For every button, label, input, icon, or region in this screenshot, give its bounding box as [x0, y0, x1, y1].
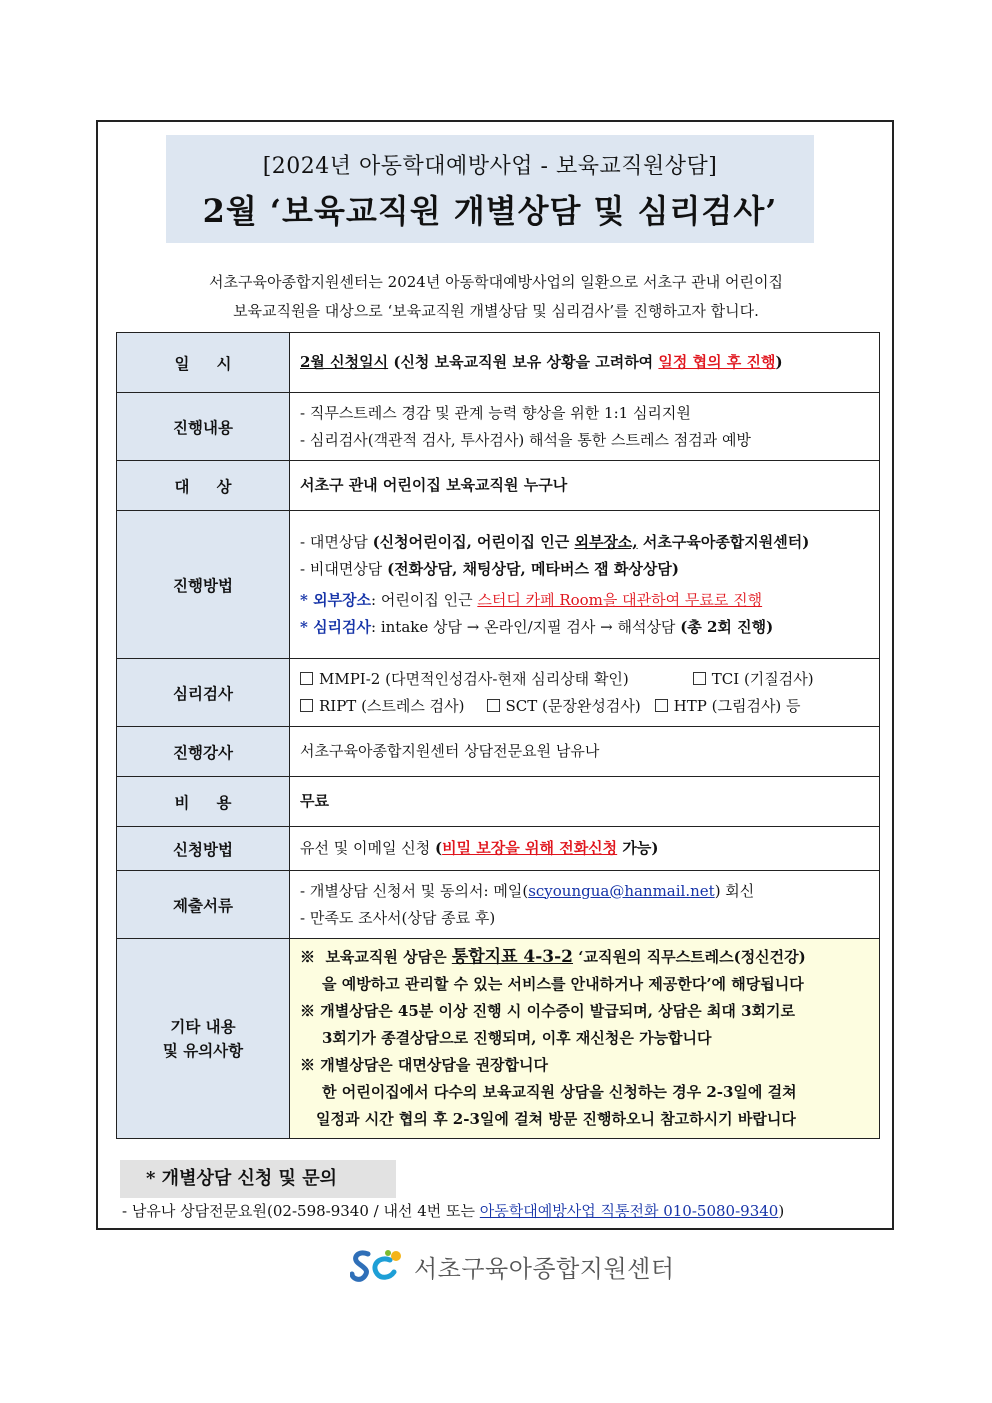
- intro-line-1: 서초구육아종합지원센터는 2024년 아동학대예방사업의 일환으로 서초구 관내 어린이집: [209, 273, 783, 291]
- row-cost: [117, 777, 880, 827]
- intro-paragraph: [120, 268, 872, 326]
- note-3-b: 한 어린이집에서 다수의 보육교직원 상담을 신청하는 경우 2-3일에 걸쳐: [322, 1083, 797, 1101]
- method-center: 서초구육아종합지원센터): [637, 532, 810, 551]
- row-method: [117, 511, 880, 659]
- method-note-2: [300, 614, 869, 641]
- row-tests: [117, 659, 880, 727]
- checkbox-tci[interactable]: [693, 672, 706, 685]
- inquiry-title: * 개별상담 신청 및 문의: [120, 1160, 396, 1198]
- method-note-1: [300, 587, 869, 614]
- method-line-1: [300, 529, 869, 556]
- note-external-key: * 외부장소: [300, 590, 372, 609]
- note-3-a: ※ 개별상담은 대면상담을 권장합니다: [300, 1056, 549, 1074]
- method-faceToFace: - 대면상담: [300, 532, 373, 551]
- method-external-place: 외부장소,: [574, 532, 638, 551]
- apply-phone-highlight: 비밀 보장을 위해 전화신청: [442, 839, 618, 857]
- email-link[interactable]: scyoungua@hanmail.net: [528, 881, 715, 900]
- label-target: 대 상: [117, 461, 290, 511]
- documents-form: - 개별상담 신청서 및 동의서: 메일(: [300, 881, 529, 900]
- note-1-b: ‘교직원의 직무스트레스(정신건강): [573, 948, 806, 966]
- intro-line-2: 보육교직원을 대상으로 ‘보육교직원 개별상담 및 심리검사’를 진행하고자 합니다.: [233, 302, 759, 320]
- method-line-2: [300, 556, 869, 583]
- row-schedule: [117, 333, 880, 393]
- hotline-link[interactable]: 아동학대예방사업 직통전화 010-5080-9340: [479, 1202, 779, 1220]
- method-remote-types: (전화상담, 채팅상담, 메타버스 잽 화상상담): [387, 559, 679, 578]
- footer-org-name: 서초구육아종합지원센터: [414, 1254, 675, 1283]
- row-content: [117, 393, 880, 461]
- apply-method: 유선 및 이메일 신청: [300, 839, 435, 857]
- row-apply: [117, 827, 880, 871]
- inquiry-contact: [122, 1200, 784, 1221]
- note-external-text: : 어린이집 인근: [371, 590, 478, 609]
- value-tests: [290, 659, 880, 727]
- method-faceToFace-places: (신청어린이집, 어린이집 인근: [372, 532, 575, 551]
- label-documents: 제출서류: [117, 871, 290, 939]
- test-htp: HTP (그림검사) 등: [673, 696, 801, 715]
- value-method: [290, 511, 880, 659]
- test-tci: TCI (기질검사): [711, 669, 814, 688]
- footer-logo: [350, 1248, 675, 1284]
- note-3-c: 일정과 시간 협의 후 2-3일에 걸쳐 방문 진행하오니 참고하시기 바랍니다: [316, 1110, 796, 1128]
- label-method: 진행방법: [117, 511, 290, 659]
- value-cost: 무료: [290, 777, 880, 827]
- label-schedule: 일 시: [117, 333, 290, 393]
- row-target: [117, 461, 880, 511]
- title-subheading: [2024년 아동학대예방사업 - 보육교직원상담]: [262, 154, 718, 179]
- schedule-paren-close: ): [775, 353, 783, 371]
- row-notes: [117, 939, 880, 1139]
- note-test-key: * 심리검사: [300, 617, 372, 636]
- test-sct: SCT (문장완성검사): [505, 696, 641, 715]
- row-documents: [117, 871, 880, 939]
- sc-logo-icon: [350, 1248, 406, 1284]
- method-remote: - 비대면상담: [300, 559, 388, 578]
- note-1: [300, 944, 869, 971]
- note-1-a: ※ 보육교직원 상담은: [300, 948, 452, 966]
- checkbox-htp[interactable]: [655, 699, 668, 712]
- label-instructor: 진행강사: [117, 727, 290, 777]
- row-instructor: [117, 727, 880, 777]
- note-1-indicator: 통합지표 4-3-2: [451, 947, 574, 967]
- schedule-paren-open: (신청 보육교직원 보유 상황을 고려하여: [388, 353, 659, 371]
- value-target: 서초구 관내 어린이집 보육교직원 누구나: [290, 461, 880, 511]
- label-content: 진행내용: [117, 393, 290, 461]
- notes-label-1: 기타 내용: [170, 1016, 236, 1036]
- value-apply: [290, 827, 880, 871]
- checkbox-sct[interactable]: [487, 699, 500, 712]
- value-content: [290, 393, 880, 461]
- label-tests: 심리검사: [117, 659, 290, 727]
- test-mmpi: MMPI-2 (다면적인성검사-현재 심리상태 확인): [319, 669, 629, 688]
- tests-line-1: [300, 666, 869, 693]
- documents-reply: ) 회신: [714, 881, 755, 900]
- note-test-count: (총 2회 진행): [680, 617, 774, 636]
- label-apply: 신청방법: [117, 827, 290, 871]
- note-external-highlight: 스터디 카페 Room을 대관하여 무료로 진행: [477, 590, 763, 609]
- checkbox-mmpi[interactable]: [300, 672, 313, 685]
- value-documents: [290, 871, 880, 939]
- apply-paren: (: [435, 839, 443, 857]
- note-2-b: 3회기가 종결상담으로 진행되며, 이후 재신청은 가능합니다: [322, 1029, 712, 1047]
- value-instructor: 서초구육아종합지원센터 상담전문요원 남유나: [290, 727, 880, 777]
- notes-label-2: 및 유의사항: [162, 1040, 244, 1060]
- content-line-1: - 직무스트레스 경감 및 관계 능력 향상을 위한 1:1 심리지원: [300, 403, 691, 422]
- schedule-highlight: 일정 협의 후 진행: [658, 353, 776, 371]
- documents-line-1: [300, 878, 869, 905]
- test-ript: RIPT (스트레스 검사): [319, 696, 465, 715]
- title-banner: [166, 135, 814, 243]
- note-test-text: : intake 상담 → 온라인/지필 검사 → 해석상담: [371, 617, 681, 636]
- value-schedule: [290, 333, 880, 393]
- label-notes: [117, 939, 290, 1139]
- value-notes: [290, 939, 880, 1139]
- documents-line-2: - 만족도 조사서(상담 종료 후): [300, 908, 496, 927]
- note-2-a: ※ 개별상담은 45분 이상 진행 시 이수증이 발급되며, 상담은 최대 3회기로: [300, 1002, 795, 1020]
- tests-line-2: [300, 693, 869, 720]
- page-title: 2월 ‘보육교직원 개별상담 및 심리검사’: [202, 192, 778, 230]
- checkbox-ript[interactable]: [300, 699, 313, 712]
- info-table: [116, 332, 880, 1139]
- apply-possible: 가능): [617, 839, 659, 857]
- note-1-c: 을 예방하고 관리할 수 있는 서비스를 안내하거나 제공한다’에 해당됩니다: [322, 975, 804, 993]
- contact-person: - 남유나 상담전문요원(02-598-9340 / 내선 4번 또는: [122, 1202, 480, 1220]
- label-cost: 비 용: [117, 777, 290, 827]
- schedule-main: 2월 신청일시: [300, 353, 389, 371]
- content-line-2: - 심리검사(객관적 검사, 투사검사) 해석을 통한 스트레스 점검과 예방: [300, 430, 751, 449]
- contact-close: ): [778, 1202, 785, 1220]
